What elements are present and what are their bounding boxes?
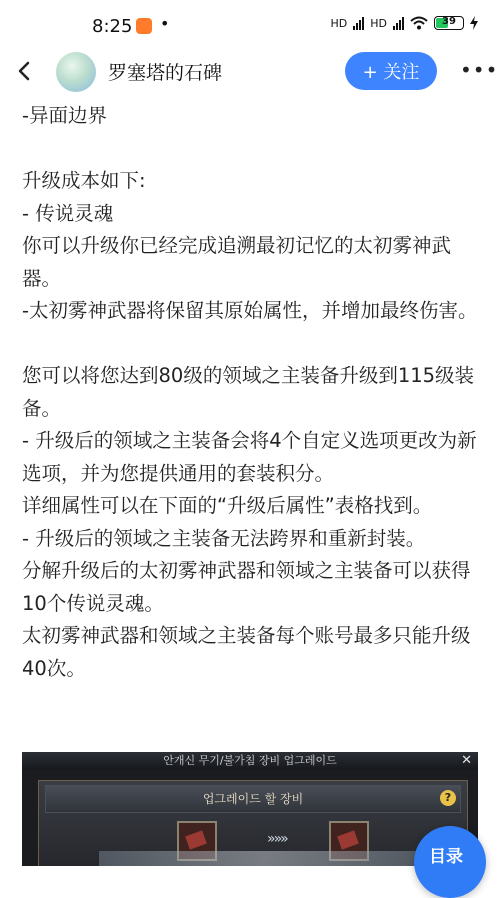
wifi-icon [410,16,428,30]
signal-icon [353,16,364,30]
game-window-titlebar [22,752,478,770]
blank-line [22,133,484,166]
game-window-title: 안개신 무기/불가침 장비 업그레이드 [163,754,337,767]
network-type-label: HD [330,16,348,30]
blank-line [22,328,484,361]
status-indicators [331,16,479,30]
game-panel-title: 업그레이드 할 장비 [202,792,304,806]
game-close-icon: ✕ [461,753,472,768]
signal-icon-2 [393,16,404,30]
status-time: 8:25 [92,16,133,37]
game-arrows-icon: »»» [267,831,287,847]
more-options-icon[interactable]: ••• [460,58,499,82]
article-line: 您可以将您达到80级的领域之主装备升级到115级装备。 [22,364,475,420]
back-arrow-icon[interactable] [14,60,36,82]
article-line: 你可以升级你已经完成追溯最初记忆的太初雾神武器。 [22,234,452,290]
toc-button-label: 目录 [429,847,463,867]
game-glow-decoration [99,851,429,866]
status-dot: • [160,14,170,33]
game-upgrade-panel [38,780,468,866]
charging-icon [470,16,478,30]
game-help-icon: ? [440,790,456,806]
battery-icon [434,16,464,30]
game-panel-header [45,785,461,813]
battery-level: 39 [442,16,456,27]
app-notification-icon [136,18,152,34]
article-line: 详细属性可以在下面的“升级后属性”表格找到。 [22,494,433,517]
author-header [0,44,500,100]
article-line: -异面边界 [22,104,108,127]
toc-button[interactable] [414,826,486,898]
article-line: -太初雾神武器将保留其原始属性，并增加最终伤害。 [22,299,478,322]
article-line: - 传说灵魂 [22,201,114,225]
status-bar [0,0,500,44]
game-screenshot-image[interactable] [22,752,478,866]
network-type-label-2: HD [370,16,387,30]
article-line: 分解升级后的太初雾神武器和领域之主装备可以获得10个传说灵魂。 [22,559,471,615]
follow-button[interactable]: + 关注 [345,52,437,90]
article-line: - 升级后的领域之主装备无法跨界和重新封装。 [22,526,426,550]
article-line: - 升级后的领域之主装备会将4个自定义选项更改为新选项，并为您提供通用的套装积分。 [22,429,477,485]
article-line: 太初雾神武器和领域之主装备每个账号最多只能升级40次。 [22,624,471,680]
author-name[interactable]: 罗塞塔的石碑 [108,62,223,84]
article-body [22,100,484,685]
author-avatar[interactable] [56,52,96,92]
article-line: 升级成本如下: [22,169,146,192]
